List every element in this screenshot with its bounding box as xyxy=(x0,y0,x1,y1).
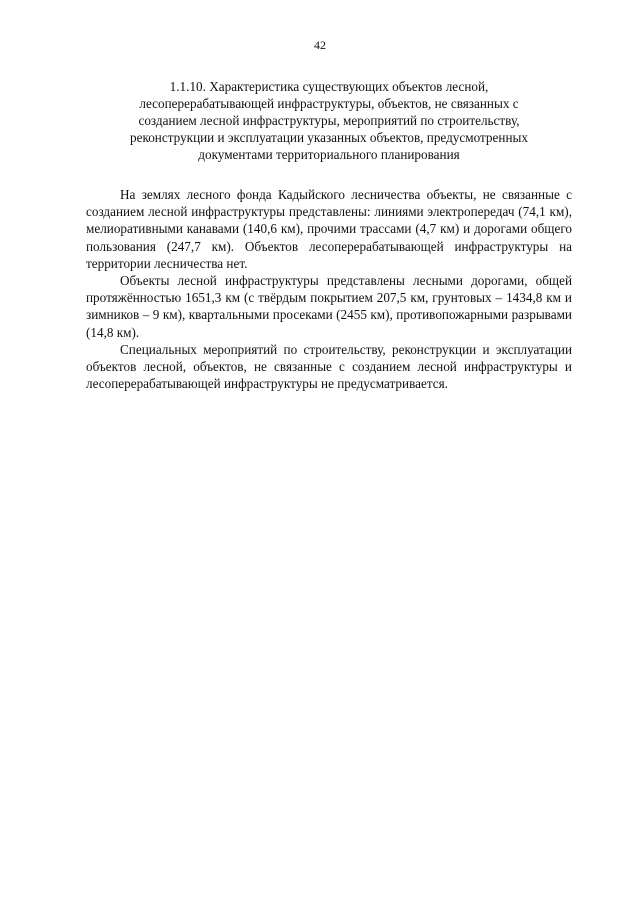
heading-line: лесоперерабатывающей инфраструктуры, объектов, не связанных с xyxy=(139,96,519,111)
heading-line: реконструкции и эксплуатации указанных объектов, предусмотренных xyxy=(130,130,528,145)
heading-line: созданием лесной инфраструктуры, мероприятий по строительству, xyxy=(138,113,520,128)
paragraph: На землях лесного фонда Кадыйского лесничества объекты, не связанные с созданием лесной инфраструктуры представлены: линиями электропередач (74,1 км), мелиоративными канавами (140,6 км), прочими трассами (4,7 км) и дорогами общего пользования (247,7 км). Объектов лесоперерабатывающей инфраструктуры на территории лесничества нет. xyxy=(86,187,572,271)
paragraph: Специальных мероприятий по строительству, реконструкции и эксплуатации объектов лесной, объектов, не связанные с созданием лесной инфраструктуры и лесоперерабатывающей инфраструктуры не предусматривается. xyxy=(86,341,572,392)
heading-line: документами территориального планирования xyxy=(198,147,460,162)
heading-line: 1.1.10. Характеристика существующих объектов лесной, xyxy=(169,79,489,94)
section-heading xyxy=(86,78,572,163)
page-number: 42 xyxy=(314,38,326,52)
document-body xyxy=(86,186,572,392)
paragraph: Объекты лесной инфраструктуры представлены лесными дорогами, общей протяжённостью 1651,3 км (с твёрдым покрытием 207,5 км, грунтовых – 1434,8 км и зимников – 9 км), квартальными просеками (2455 км), противопожарными разрывами (14,8 км). xyxy=(86,273,572,340)
